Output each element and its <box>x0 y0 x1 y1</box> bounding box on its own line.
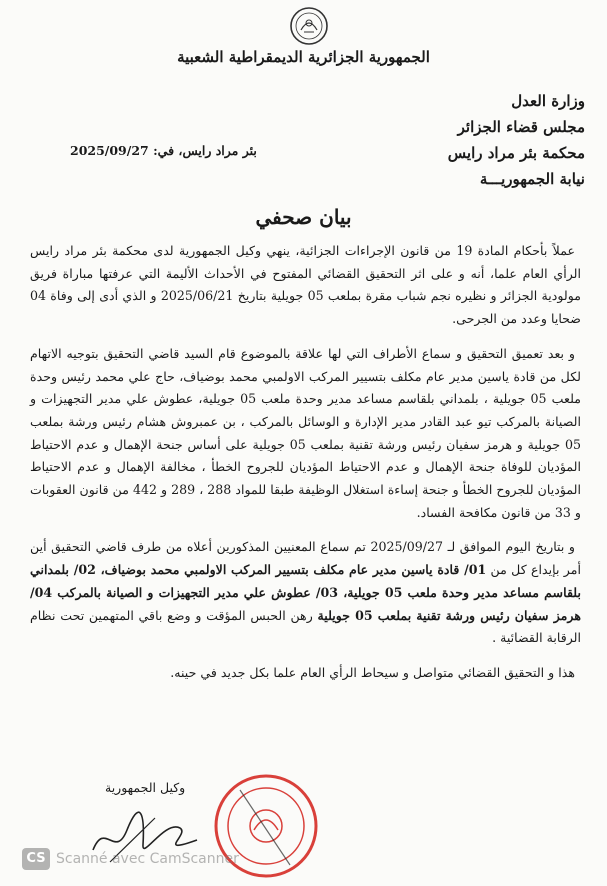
ministry-label: وزارة العدل <box>511 92 585 110</box>
paragraph-3-detainees: 01/ قادة ياسين مدير عام مكلف بتسيير المركب الاولمبي محمد بوضياف، 02/ بلمداني بلقاسم مساعد مدير وحدة ملعب 05 جويلية، 03/ عطوش علي مدير التجهيزات و الصيانة بالمركب 04/ هرمز سفيان رئيس ورشة تقنية بملعب 05 جويلية <box>30 562 581 623</box>
paragraph-1: عملاً بأحكام المادة 19 من قانون الإجراءات الجزائية، ينهي وكيل الجمهورية لدى محكمة بئر مراد رايس الرأي العام علما، أنه و على اثر التحقيق القضائي المفتوح في الأحداث الأليمة التي عرفتها مباراة فريق مولودية الجزائر و نظيره نجم شباب مقرة بملعب 05 جويلية بتاريخ 2025/06/21 و الذي أدى إلى وفاة 04 ضحايا وعدد من الجرحى. <box>30 243 581 327</box>
algeria-emblem-icon <box>287 6 331 46</box>
paragraph-3 <box>30 536 581 650</box>
republic-heading: الجمهورية الجزائرية الديمقراطية الشعبية <box>177 48 430 66</box>
paragraph-3-intro: و بتاريخ اليوم الموافق لـ 2025/09/27 تم سماع المعنيين المذكورين أعلاه من طرف قاضي التحقيق أين أمر بإيداع كل من <box>30 539 581 578</box>
camscanner-watermark <box>22 848 239 870</box>
camscanner-text: Scanné avec CamScanner <box>56 851 239 867</box>
paragraph-2: و بعد تعميق التحقيق و سماع الأطراف التي لها علاقة بالموضوع قام السيد قاضي التحقيق بتوجيه الاتهام لكل من قادة ياسين مدير عام مكلف بتسيير المركب الاولمبي محمد بوضياف، حاج علي محمد رئيس وحدة ملعب 05 جويلية ، بلمداني بلقاسم مساعد مدير وحدة ملعب 05 جويلية، عطوش علي مدير التجهيزات و الصيانة بالمركب تيو عبد القادر مدير الإدارة و الوسائل بالمركب ، بن عمبروش هشام رئيس ورشة بملعب 05 جويلية و هرمز سفيان رئيس ورشة تقنية بملعب 05 جويلية على أساس جنحة الإهمال و عدم الاحتياط المؤديان للوفاة جنحة الإهمال و عدم الاحتياط المؤديان للجروح الخطأ ، مخالفة الإهمال و عدم الاحتياط المؤديان للجروح الخطأ و جنحة إساءة استغلال الوظيفة طبقا للمواد 288 ، 289 و 442 من قانون العقوبات و 33 من قانون مكافحة الفساد. <box>30 345 581 520</box>
document-body <box>30 240 581 697</box>
document-title: بيان صحفي <box>255 205 352 229</box>
prosecution-label: نيابة الجمهوريـــة <box>479 170 585 188</box>
council-label: مجلس قضاء الجزائر <box>457 118 585 136</box>
institution-block <box>448 88 585 192</box>
date-line: بئر مراد رايس، في: 2025/09/27 <box>70 143 257 158</box>
signature-label: وكيل الجمهورية <box>105 780 186 795</box>
paragraph-3-end: رهن الحبس المؤقت و وضع باقي المتهمين تحت نظام الرقابة القضائية . <box>30 607 581 646</box>
court-label: محكمة بئر مراد رايس <box>447 144 585 162</box>
closing-paragraph: هذا و التحقيق القضائي متواصل و سيحاط الرأي العام علما بكل جديد في حينه. <box>170 664 575 680</box>
camscanner-logo-icon: CS <box>22 848 50 870</box>
